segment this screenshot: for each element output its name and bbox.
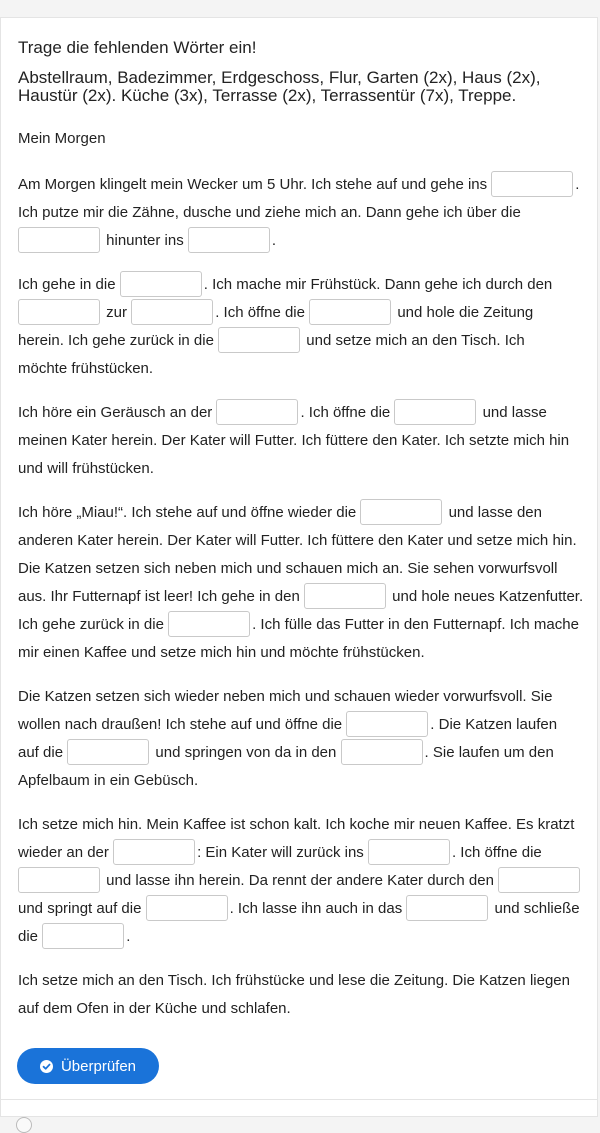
text-segment: . Sie laufen um den Apfelbaum in ein Gebüsch. [18, 744, 554, 789]
text-segment: : Ein Kater will zurück ins [197, 844, 368, 861]
gap-input-13[interactable] [168, 611, 250, 637]
text-segment: . Ich mache mir Frühstück. Dann gehe ich durch den [203, 276, 553, 293]
text-segment: Ich gehe in die [18, 276, 120, 293]
text-segment: und lasse meinen Kater herein. Der Kater will Futter. Ich füttere den Kater. Ich setzte mich hin und will frühstücken. [18, 404, 570, 477]
text-segment: Ich höre ein Geräusch an der [18, 404, 217, 421]
gap-input-21[interactable] [146, 895, 228, 921]
gap-input-16[interactable] [341, 739, 423, 765]
paragraph-3 [18, 399, 583, 483]
paragraph-7 [18, 967, 584, 1023]
paragraph-1 [18, 171, 588, 255]
gap-input-6[interactable] [131, 299, 213, 325]
paragraph-6 [18, 811, 584, 951]
text-segment: . Ich öffne die [451, 844, 542, 861]
gap-input-9[interactable] [216, 399, 298, 425]
text-segment: Die Katzen setzen sich wieder neben mich und schauen wieder vorwurfsvoll. Sie wollen nach draußen! Ich stehe auf und öffne die [18, 688, 553, 733]
word-bank: Abstellraum, Badezimmer, Erdgeschoss, Flur, Garten (2x), Haus (2x), Haustür (2x). Küche (3x), Terrasse (2x), Terrassentür (7x), Treppe. [18, 68, 541, 105]
radio-circle[interactable] [16, 1117, 32, 1133]
text-segment: und springt auf die [18, 900, 146, 917]
gap-input-18[interactable] [368, 839, 450, 865]
divider [0, 1099, 598, 1100]
gap-input-10[interactable] [394, 399, 476, 425]
gap-input-3[interactable] [188, 227, 270, 253]
gap-input-23[interactable] [42, 923, 124, 949]
text-segment: hinunter ins [102, 232, 188, 249]
gap-input-8[interactable] [218, 327, 300, 353]
text-segment: . Ich fülle das Futter in den Futternapf. Ich mache mir einen Kaffee und setze mich hin und möchte frühstücken. [18, 616, 579, 661]
paragraph-2 [18, 271, 568, 383]
text-segment: . Ich öffne die [300, 404, 395, 421]
gap-input-22[interactable] [406, 895, 488, 921]
gap-input-15[interactable] [67, 739, 149, 765]
check-button[interactable] [17, 1048, 159, 1084]
text-segment: und hole die Zeitung herein. Ich gehe zurück in die [18, 304, 534, 349]
text-segment: und setze mich an den Tisch. Ich möchte frühstücken. [18, 332, 525, 377]
text-segment: . Ich lasse ihn auch in das [229, 900, 407, 917]
text-segment: . Ich öffne die [215, 304, 310, 321]
text-segment: und schließe die [18, 900, 580, 945]
gap-input-20[interactable] [498, 867, 580, 893]
gap-input-12[interactable] [304, 583, 386, 609]
check-circle-icon [40, 1060, 53, 1073]
text-segment: Am Morgen klingelt mein Wecker um 5 Uhr. Ich stehe auf und gehe ins [18, 176, 492, 193]
exercise-card [0, 17, 598, 1117]
gap-input-2[interactable] [18, 227, 100, 253]
gap-input-11[interactable] [360, 499, 442, 525]
text-segment: Ich setze mich an den Tisch. Ich frühstücke und lese die Zeitung. Die Katzen liegen auf dem Ofen in der Küche und schlafen. [18, 972, 570, 1017]
gap-input-14[interactable] [346, 711, 428, 737]
text-segment: . Die Katzen laufen auf die [18, 716, 558, 761]
gap-input-5[interactable] [18, 299, 100, 325]
text-segment: . Ich putze mir die Zähne, dusche und ziehe mich an. Dann gehe ich über die [18, 176, 580, 221]
gap-input-1[interactable] [491, 171, 573, 197]
task-title: Trage die fehlenden Wörter ein! [18, 38, 257, 57]
check-button-label: Überprüfen [60, 1057, 137, 1075]
text-segment: . [271, 232, 277, 249]
gap-input-17[interactable] [113, 839, 195, 865]
text-segment: und hole neues Katzenfutter. Ich gehe zurück in die [18, 588, 584, 633]
gap-input-7[interactable] [309, 299, 391, 325]
text-segment: Ich setze mich hin. Mein Kaffee ist schon kalt. Ich koche mir neuen Kaffee. Es kratzt wieder an der [18, 816, 575, 861]
paragraph-5 [18, 683, 578, 795]
paragraph-4 [18, 499, 584, 667]
story-heading: Mein Morgen [18, 130, 106, 147]
text-segment: . [126, 928, 131, 945]
text-segment: zur [102, 304, 132, 321]
gap-input-4[interactable] [120, 271, 202, 297]
text-segment: und springen von da in den [151, 744, 341, 761]
text-segment: Ich höre „Miau!“. Ich stehe auf und öffne wieder die [18, 504, 361, 521]
gap-input-19[interactable] [18, 867, 100, 893]
text-segment: und lasse den anderen Kater herein. Der Kater will Futter. Ich füttere den Kater und setze mich hin. Die Katzen setzen sich neben mich und schauen mich an. Sie sehen vorwurfsvoll aus. Ihr Futternapf ist leer! Ich gehe in den [18, 504, 577, 605]
text-segment: und lasse ihn herein. Da rennt der andere Kater durch den [102, 872, 499, 889]
